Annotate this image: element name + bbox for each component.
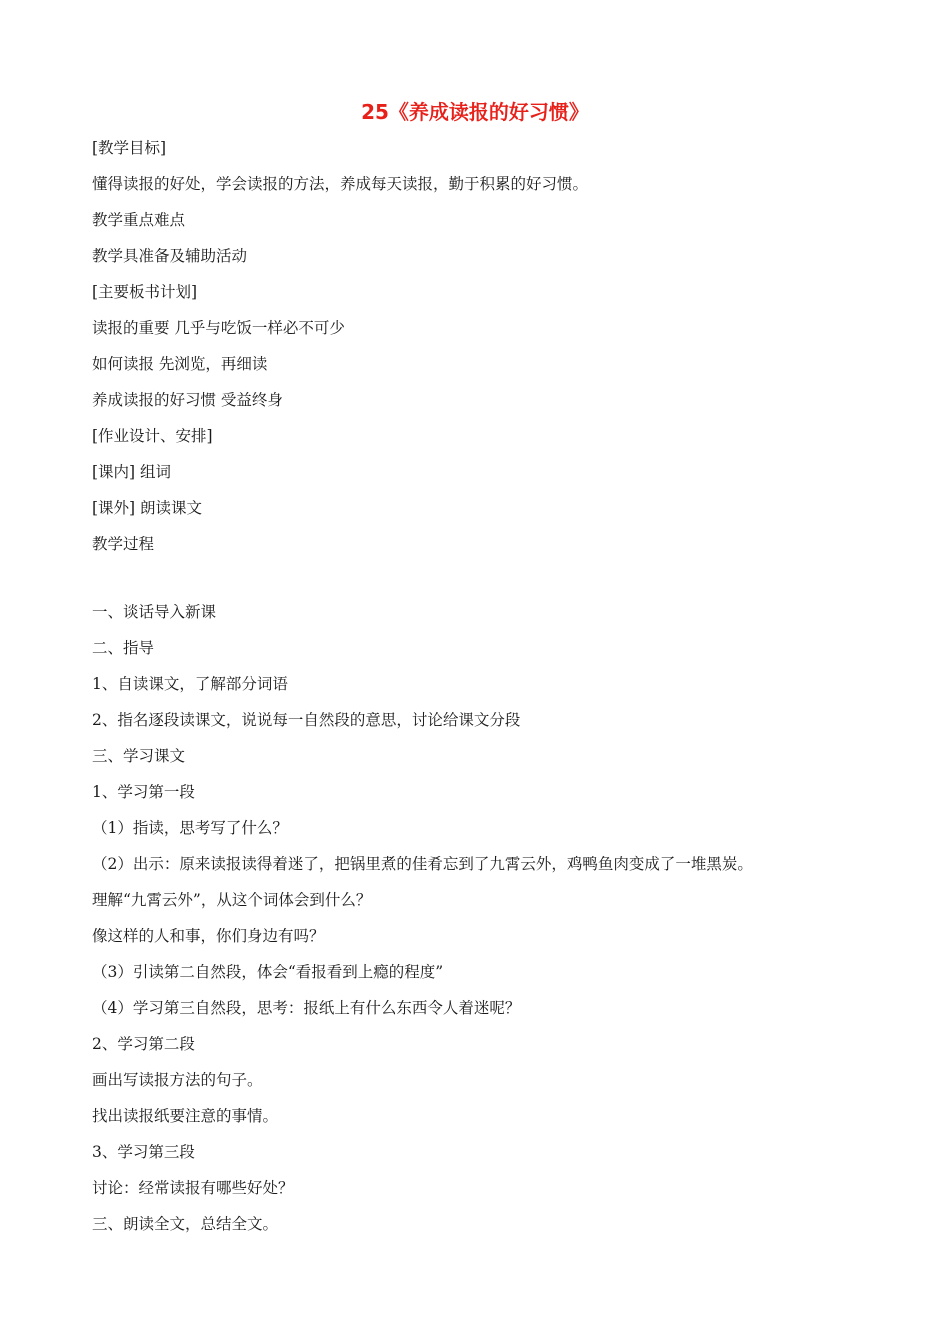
process-line: 3、学习第三段 — [92, 1143, 195, 1161]
process-line: 三、朗读全文，总结全文。 — [92, 1215, 279, 1233]
process-line: （3）引读第二自然段，体会“看报看到上瘾的程度” — [92, 963, 444, 981]
document-body — [92, 134, 912, 1246]
homework-line: [课外] 朗读课文 — [92, 499, 203, 517]
process-line: 一、谈话导入新课 — [92, 603, 217, 621]
process-line: 1、自读课文，了解部分词语 — [92, 675, 288, 693]
board-plan-line: 读报的重要 几乎与吃饭一样必不可少 — [92, 319, 345, 337]
paragraph-objectives: 懂得读报的好处，学会读报的方法，养成每天读报，勤于积累的好习惯。 — [92, 175, 589, 193]
section-heading-objectives: [教学目标] — [92, 139, 167, 157]
process-line: 讨论：经常读报有哪些好处？ — [92, 1179, 294, 1197]
process-line: 画出写读报方法的句子。 — [92, 1071, 263, 1089]
process-line: 理解“九霄云外”，从这个词体会到什么？ — [92, 891, 372, 909]
blank-line — [92, 566, 912, 598]
process-line: 1、学习第一段 — [92, 783, 195, 801]
paragraph-key-points: 教学重点难点 — [92, 211, 186, 229]
board-plan-line: 如何读报 先浏览，再细读 — [92, 355, 268, 373]
process-line: （1）指读，思考写了什么？ — [92, 819, 288, 837]
process-line: 找出读报纸要注意的事情。 — [92, 1107, 279, 1125]
section-heading-board-plan: [主要板书计划] — [92, 283, 198, 301]
process-line: 二、指导 — [92, 639, 155, 657]
process-line: （2）出示：原来读报读得着迷了，把锅里煮的佳肴忘到了九霄云外，鸡鸭鱼肉变成了一堆黑炭。 — [92, 855, 753, 873]
document-title: 25《养成读报的好习惯》 — [361, 100, 589, 124]
process-line: 三、学习课文 — [92, 747, 186, 765]
process-line: 像这样的人和事，你们身边有吗？ — [92, 927, 325, 945]
paragraph-teaching-aids: 教学具准备及辅助活动 — [92, 247, 248, 265]
section-heading-process: 教学过程 — [92, 535, 155, 553]
process-line: 2、指名逐段读课文，说说每一自然段的意思，讨论给课文分段 — [92, 711, 521, 729]
section-heading-homework: [作业设计、安排] — [92, 427, 213, 445]
board-plan-line: 养成读报的好习惯 受益终身 — [92, 391, 283, 409]
homework-line: [课内] 组词 — [92, 463, 172, 481]
process-line: （4）学习第三自然段，思考：报纸上有什么东西令人着迷呢？ — [92, 999, 521, 1017]
process-line: 2、学习第二段 — [92, 1035, 195, 1053]
